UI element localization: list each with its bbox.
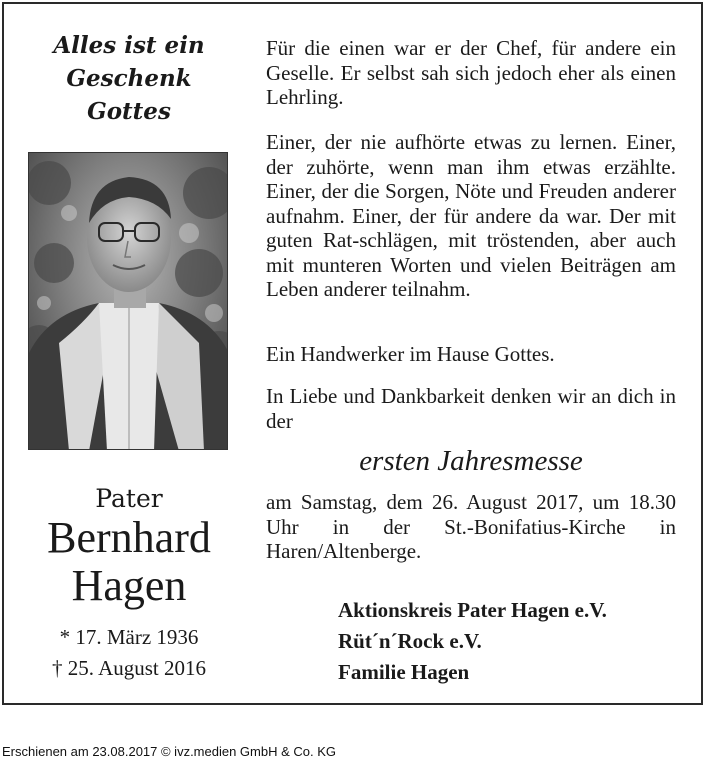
signer-3: Familie Hagen — [338, 660, 470, 684]
publication-footer: Erschienen am 23.08.2017 © ivz.medien GmbH & Co. KG — [2, 744, 337, 759]
motto-line-2: Geschenk — [66, 65, 192, 92]
birth-date: * 17. März 1936 — [59, 625, 199, 649]
event-title: ersten Jahresmesse — [359, 445, 583, 477]
motto — [28, 29, 230, 128]
motto-line-3: Gottes — [87, 98, 171, 125]
person-name — [28, 514, 230, 610]
paragraph-2: Einer, der nie aufhörte etwas zu lernen. Einer, der zuhörte, wenn man ihm etwas erzählte. Einer, der die Sorgen, Nöte und Freuden anderer aufnahm. Einer, der für andere da war. Der mit guten Rat-schlägen, mit tröstenden, aber auch mit munteren Worten und vielen Beiträgen am Leben anderer teilnahm. — [266, 130, 676, 301]
signers — [338, 595, 607, 688]
person-title: Pater — [95, 484, 163, 513]
paragraph-event-details: am Samstag, dem 26. August 2017, um 18.30 Uhr in der St.-Bonifatius-Kirche in Haren/Altenberge. — [266, 490, 676, 563]
paragraph-3: Ein Handwerker im Hause Gottes. — [266, 342, 555, 366]
signer-2: Rüt´n´Rock e.V. — [338, 629, 482, 653]
motto-line-1: Alles ist ein — [53, 32, 205, 59]
portrait-image — [29, 153, 228, 450]
paragraph-1: Für die einen war er der Chef, für andere ein Geselle. Er selbst sah sich jedoch eher als einen Lehrling. — [266, 36, 676, 109]
death-date: † 25. August 2016 — [51, 656, 206, 680]
portrait-photo — [28, 152, 228, 450]
paragraph-4: In Liebe und Dankbarkeit denken wir an dich in der — [266, 384, 676, 433]
first-name: Bernhard — [47, 513, 211, 562]
last-name: Hagen — [71, 561, 187, 610]
signer-1: Aktionskreis Pater Hagen e.V. — [338, 598, 607, 622]
life-dates — [28, 622, 230, 684]
